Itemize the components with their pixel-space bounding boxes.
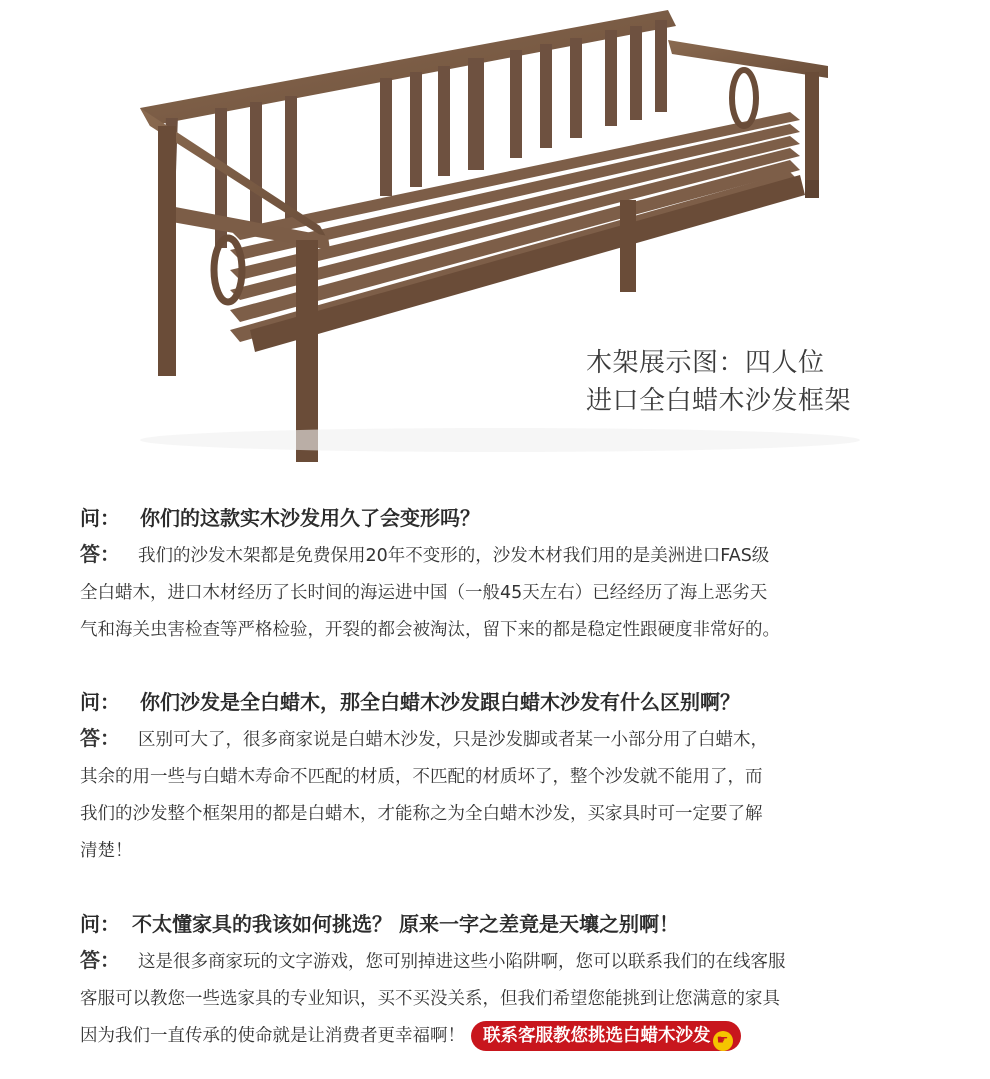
hero-caption-line2: 进口全白蜡木沙发框架 (586, 386, 852, 416)
question-tag: 问： (80, 912, 120, 936)
answer-line: 客服可以教您一些选家具的专业知识，买不买没关系，但我们希望您能挑到让您满意的家具 (80, 989, 780, 1009)
answer-line: 清楚！ (80, 841, 133, 861)
answer-line: 其余的用一些与白蜡木寿命不匹配的材质，不匹配的材质坏了，整个沙发就不能用了，而 (80, 767, 763, 787)
sofa-frame-image (0, 0, 990, 480)
answer-line: 我们的沙发木架都是免费保用20年不变形的，沙发木材我们用的是美洲进口FAS级 (138, 546, 770, 566)
answer-line: 区别可大了，很多商家说是白蜡木沙发，只是沙发脚或者某一小部分用了白蜡木， (138, 730, 768, 750)
question-text: 不太懂家具的我该如何挑选？ 原来一字之差竟是天壤之别啊！ (132, 912, 679, 936)
answer-line: 全白蜡木，进口木材经历了长时间的海运进中国（一般45天左右）已经经历了海上恶劣天 (80, 583, 768, 603)
question-tag: 问： (80, 690, 120, 714)
question-3 (80, 906, 940, 942)
question-text: 你们沙发是全白蜡木，那全白蜡木沙发跟白蜡木沙发有什么区别啊？ (140, 690, 740, 714)
contact-service-button[interactable] (471, 1021, 741, 1051)
qa-block-2 (80, 684, 940, 870)
question-tag: 问： (80, 506, 120, 530)
question-2 (80, 684, 940, 720)
question-text: 你们的这款实木沙发用久了会变形吗？ (140, 506, 480, 530)
answer-line: 这是很多商家玩的文字游戏，您可别掉进这些小陷阱啊，您可以联系我们的在线客服 (138, 952, 786, 972)
answer-line: 气和海关虫害检查等严格检验，开裂的都会被淘汰，留下来的都是稳定性跟硬度非常好的。 (80, 620, 780, 640)
answer-tag: 答： (80, 542, 120, 566)
answer-3 (80, 942, 940, 1055)
answer-line: 因为我们一直传承的使命就是让消费者更幸福啊！ (80, 1026, 465, 1046)
hand-point-icon: ☛ (713, 1031, 733, 1051)
answer-2 (80, 720, 940, 870)
answer-1 (80, 536, 940, 649)
qa-block-3 (80, 906, 940, 1055)
qa-block-1 (80, 500, 940, 649)
question-1 (80, 500, 940, 536)
answer-tag: 答： (80, 726, 120, 750)
contact-service-label: 联系客服教您挑选白蜡木沙发 (483, 1026, 711, 1046)
answer-line: 我们的沙发整个框架用的都是白蜡木，才能称之为全白蜡木沙发，买家具时可一定要了解 (80, 804, 763, 824)
hero-caption (586, 344, 851, 420)
hero-caption-line1: 木架展示图：四人位 (586, 348, 825, 378)
answer-tag: 答： (80, 948, 120, 972)
